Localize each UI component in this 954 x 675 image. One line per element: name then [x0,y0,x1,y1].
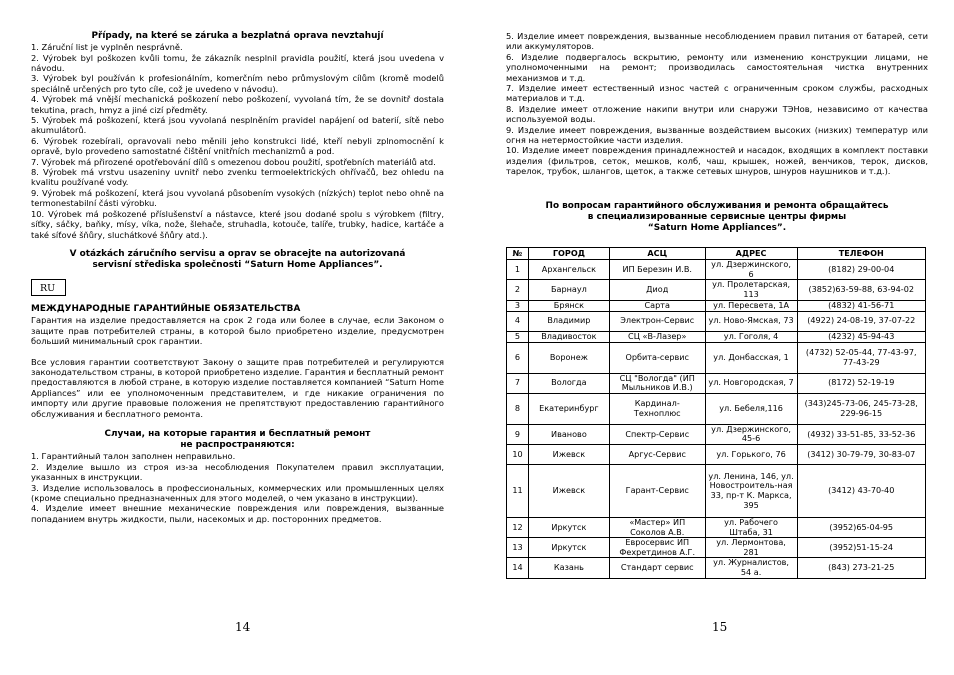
service-heading-line-2: в специализированные сервисные центры фирмы [587,211,847,222]
cell-address: ул. Журналистов, 54 а. [705,558,797,578]
cell-service-center: Евросервис ИП Фехретдинов А.Г. [609,538,705,558]
cell-city: Владивосток [528,331,609,342]
cell-city: Екатеринбург [528,393,609,424]
col-header-address: АДРЕС [705,248,797,260]
cell-address: ул. Рабочего Штаба, 31 [705,518,797,538]
cell-city: Барнаул [528,280,609,300]
language-label: RU [31,279,66,296]
list-item: 1. Záruční list je vyplněn nesprávně. [31,42,183,53]
page-number-left: 14 [235,620,251,634]
cell-service-center: «Мастер» ИП Соколов А.В. [609,518,705,538]
ru-warranty-title: МЕЖДУНАРОДНЫЕ ГАРАНТИЙНЫЕ ОБЯЗАТЕЛЬСТВА [31,304,301,315]
cell-city: Иркутск [528,538,609,558]
cell-service-center: Стандарт сервис [609,558,705,578]
cell-phone: (4922) 24-08-19, 37-07-22 [797,311,926,331]
cell-address: ул. Бебеля,116 [705,393,797,424]
cell-address: ул. Новгородская, 7 [705,373,797,393]
cell-number: 9 [507,424,529,444]
cell-phone: (3412) 30-79-79, 30-83-07 [797,445,926,465]
table-row [507,280,926,300]
list-item: 9. Výrobek má poškození, která jsou vyvolaná působením vysokých (nízkých) teplot nebo ohně na termonestabilní části výrobku. [31,187,444,209]
cell-number: 14 [507,558,529,578]
cell-city: Иваново [528,424,609,444]
cell-service-center: Аргус-Сервис [609,445,705,465]
list-item: 5. Изделие имеет повреждения, вызванные несоблюдением правил питания от батарей, сети или аккумуляторов. [506,31,928,52]
cell-address: ул. Лермонтова, 281 [705,538,797,558]
cell-service-center: Диод [609,280,705,300]
cell-city: Владимир [528,311,609,331]
table-row [507,424,926,444]
ru-exclusions-title: Случаи, на которые гарантия и бесплатный ремонт [104,428,371,439]
table-row [507,445,926,465]
cell-address: ул. Гоголя, 4 [705,331,797,342]
left-page [31,31,444,524]
table-row [507,300,926,311]
table-row [507,311,926,331]
cell-city: Воронеж [528,342,609,373]
service-centers-heading [506,201,928,235]
cell-number: 6 [507,342,529,373]
cell-service-center: СЦ «В-Лазер» [609,331,705,342]
col-header-number: № [507,248,529,260]
list-item: 3. Изделие использовалось в профессиональных, коммерческих или промышленных целях (кроме специально предназначенных для этого моделей, о чем указано в инструкции). [31,482,444,504]
cell-phone: (3952)51-15-24 [797,538,926,558]
ru-exclusions-list [31,451,444,524]
cell-city: Архангельск [528,260,609,280]
list-item: 5. Výrobek má poškození, která jsou vyvolaná nesplněním pravidel napájení od baterií, sítě nebo akumulátorů. [31,115,444,136]
cell-number: 1 [507,260,529,280]
table-row [507,331,926,342]
cell-phone: (3952)65-04-95 [797,518,926,538]
cell-service-center: Спектр-Сервис [609,424,705,444]
service-heading-line-1: По вопросам гарантийного обслуживания и ремонта обращайтесь [545,200,889,211]
col-header-city: ГОРОД [528,248,609,260]
ru-exclusions-title-2: не распространяются: [180,440,295,451]
list-item: 7. Изделие имеет естественный износ частей с ограниченным сроком службы, расходных материалов и т.д. [506,83,928,104]
cell-phone: (3852)63-59-88, 63-94-02 [797,280,926,300]
cell-service-center: Гарант-Сервис [609,465,705,518]
table-row [507,342,926,373]
cell-number: 4 [507,311,529,331]
cell-address: ул. Пролетарская, 113 [705,280,797,300]
list-item: 10. Изделие имеет повреждения принадлежностей и насадок, входящих в комплект поставки изделия (фильтров, сеток, мешков, колб, чаш, крышек, ножей, венчиков, терок, дисков, тарелок, трубок, шлангов, щеток, а также сетевых шнуров, шнуров наушников и т.д.). [506,145,928,177]
warranty-exclusions-list-cz [31,42,444,240]
cell-service-center: Сарта [609,300,705,311]
cell-number: 12 [507,518,529,538]
list-item: 8. Изделие имеет отложение накипи внутри или снаружи ТЭНов, независимо от качества используемой воды. [506,103,928,125]
cell-address: ул. Пересвета, 1А [705,300,797,311]
cell-phone: (8172) 52-19-19 [797,373,926,393]
cell-address: ул. Ленина, 146, ул. Новостроитель-ная 33, пр-т К. Маркса, 395 [705,465,797,518]
cell-service-center: ИП Березин И.В. [609,260,705,280]
cell-phone: (4232) 45-94-43 [797,331,926,342]
cell-address: ул. Дзержинского, 45-6 [705,424,797,444]
ru-warranty-paragraph-2: Все условия гарантии соответствуют Закону о защите прав потребителей и регулируются законодательством страны, в которой приобретено изделие. Гарантия и бесплатный ремонт предоставляются в любой стране, в которую изделие поставляется компанией “Saturn Home Appliances” или ее уполномоченным представителем, и где никакие ограничения по импорту или другие правовые положения не препятствуют предоставлению гарантийного обслуживания и бесплатного ремонта. [31,356,444,419]
col-header-phone: ТЕЛЕФОН [797,248,926,260]
cell-number: 7 [507,373,529,393]
cell-number: 13 [507,538,529,558]
table-row [507,260,926,280]
service-heading-line-3: “Saturn Home Appliances”. [647,223,787,234]
service-centers-table [506,247,926,578]
cell-address: ул. Дзержинского, 6 [705,260,797,280]
cell-service-center: СЦ "Вологда" (ИП Мыльников И.В.) [609,373,705,393]
cell-number: 2 [507,280,529,300]
col-header-service-center: АСЦ [609,248,705,260]
cell-city: Иркутск [528,518,609,538]
cell-phone: (8182) 29-00-04 [797,260,926,280]
table-row [507,373,926,393]
cell-city: Ижевск [528,445,609,465]
cell-number: 10 [507,445,529,465]
cell-city: Вологда [528,373,609,393]
cell-address: ул. Ново-Ямская, 73 [705,311,797,331]
table-header-row [507,248,926,260]
cell-address: ул. Горького, 76 [705,445,797,465]
cell-number: 8 [507,393,529,424]
cell-phone: (4732) 52-05-44, 77-43-97, 77-43-29 [797,342,926,373]
cell-phone: (3412) 43-70-40 [797,465,926,518]
list-item: 10. Výrobek má poškozené příslušenství a nástavce, které jsou dodané spolu s výrobkem (filtry, síťky, sáčky, baňky, mísy, víka, nože, šlehače, struhadla, kotouče, talíře, trubky, hadice, kartáče a také síťové šňůry, sluchátkové šňůry atd.). [31,208,444,240]
cell-address: ул. Донбасская, 1 [705,342,797,373]
cell-service-center: Электрон-Сервис [609,311,705,331]
cell-number: 11 [507,465,529,518]
cell-phone: (4832) 41-56-71 [797,300,926,311]
page-number-right: 15 [712,620,728,634]
table-row [507,465,926,518]
cell-city: Казань [528,558,609,578]
cell-service-center: Кардинал-Техноплюс [609,393,705,424]
list-item: 9. Изделие имеет повреждения, вызванные воздействием высоких (низких) температур или огня на нетермостойкие части изделия. [506,124,928,146]
list-item: 2. Изделие вышло из строя из-за несоблюдения Покупателем правил эксплуатации, указанных в инструкции. [31,461,444,483]
service-heading-cz: V otázkách záručního servisu a oprav se obracejte na autorizovaná servisní střediska společnosti “Saturn Home Appliances”. [69,248,406,271]
cell-service-center: Орбита-сервис [609,342,705,373]
list-item: 2. Výrobek byl poškozen kvůli tomu, že zákazník nesplnil pravidla použití, která jsou uvedena v návodu. [31,52,444,74]
right-page [506,31,928,579]
ru-warranty-paragraph-1: Гарантия на изделие предоставляется на срок 2 года или более в случае, если Законом о защите прав потребителей страны, в которой было приобретено изделие, предусмотрен больший минимальный срок гарантии. [31,315,444,347]
list-item: 8. Výrobek má vrstvu usazeniny uvnitř nebo zvenku termoelektrických ohřívačů, bez ohledu na kvalitu používané vody. [31,167,444,188]
table-row [507,393,926,424]
cell-city: Брянск [528,300,609,311]
cell-phone: (843) 273-21-25 [797,558,926,578]
list-item: 4. Изделие имеет внешние механические повреждения или повреждения, вызванные попаданием внутрь жидкости, пыли, насекомых и др. посторонних предметов. [31,503,444,524]
warranty-exclusions-title-cz: Případy, na které se záruka a bezplatná oprava nevztahují [91,31,384,41]
list-item: 3. Výrobek byl používán k profesionálním, komerčním nebo průmyslovým cílům (kromě modelů speciálně určených pro tyto cíle, což je uvedeno v návodu). [31,73,444,94]
table-row [507,558,926,578]
table-row [507,538,926,558]
cell-number: 5 [507,331,529,342]
list-item: 4. Výrobek má vnější mechanická poškození nebo poškození, vyvolaná tím, že se dovnitř dostala tekutina, prach, hmyz a jiné cizí předměty. [31,94,444,115]
list-item: 1. Гарантийный талон заполнен неправильно. [31,451,236,462]
list-item: 7. Výrobek má přirozené opotřebování dílů s omezenou dobou použití, spotřebních materiálů atd. [31,156,436,167]
list-item: 6. Výrobek rozebírali, opravovali nebo měnili jeho konstrukci lidé, kteří nebyli zplnomocnění k opravě, bylo provedeno samostatné čištění vnitřních mechanizmů a pod. [31,135,444,157]
cell-phone: (343)245-73-06, 245-73-28, 229-96-15 [797,393,926,424]
ru-exclusions-list-continued [506,31,928,177]
cell-city: Ижевск [528,465,609,518]
list-item: 6. Изделие подвергалось вскрытию, ремонту или изменению конструкции лицами, не уполномоченными на ремонт; производилась самостоятельная чистка внутренних механизмов и т.д. [506,51,928,83]
cell-number: 3 [507,300,529,311]
table-row [507,518,926,538]
cell-phone: (4932) 33-51-85, 33-52-36 [797,424,926,444]
